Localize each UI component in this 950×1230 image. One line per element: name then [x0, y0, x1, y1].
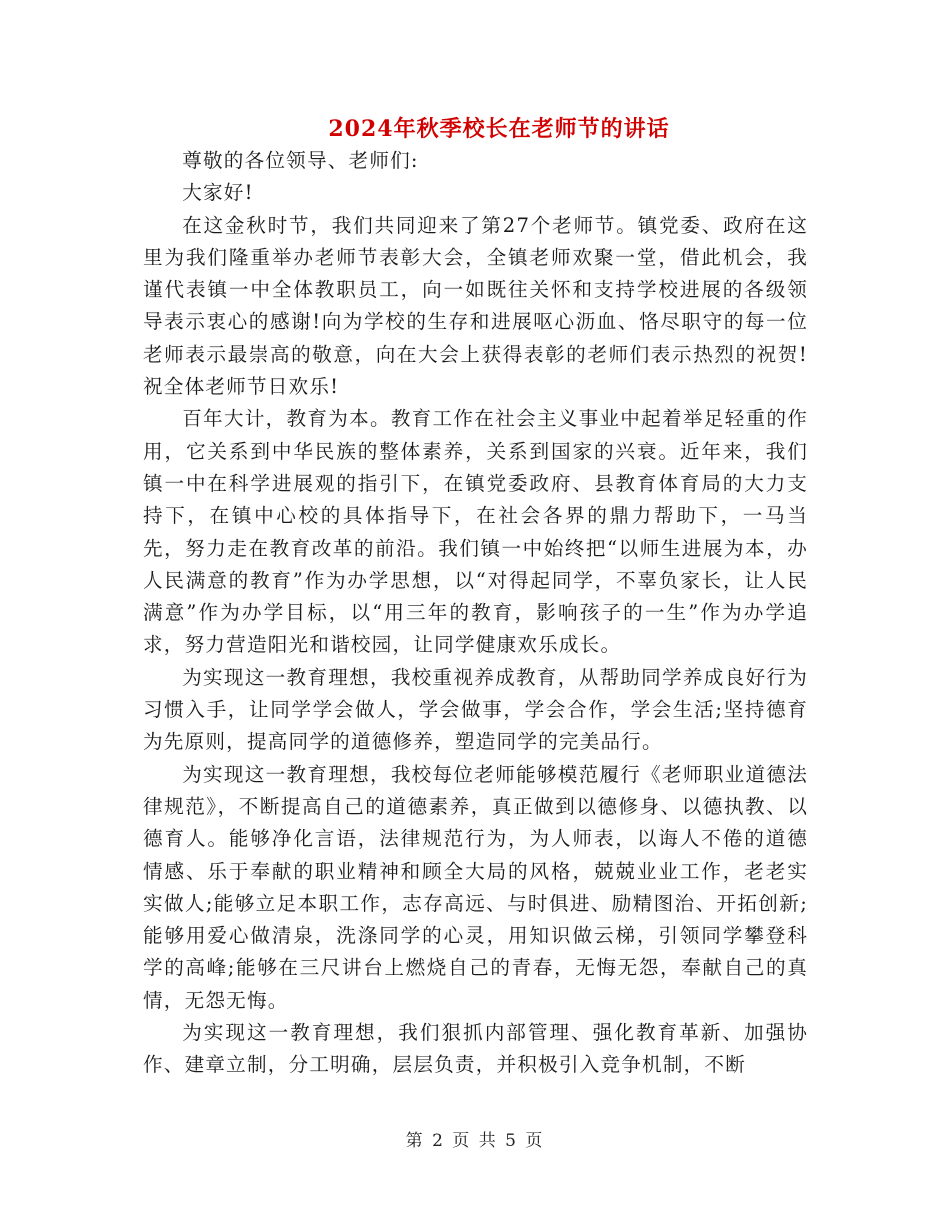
- paragraph: 百年大计，教育为本。教育工作在社会主义事业中起着举足轻重的作用，它关系到中华民族的整体素养，关系到国家的兴衰。近年来，我们镇一中在科学进展观的指引下，在镇党委政府、县教育体育局的大力支持下，在镇中心校的具体指导下，在社会各界的鼎力帮助下，一马当先，努力走在教育改革的前沿。我们镇一中始终把“以师生进展为本，办人民满意的教育”作为办学思想，以“对得起同学，不辜负家长，让人民满意”作为办学目标，以“用三年的教育，影响孩子的一生”作为办学追求，努力营造阳光和谐校园，让同学健康欢乐成长。: [143, 407, 808, 657]
- paragraph: 在这金秋时节，我们共同迎来了第27个老师节。镇党委、政府在这里为我们隆重举办老师节表彰大会，全镇老师欢聚一堂，借此机会，我谨代表镇一中全体教职员工，向一如既往关怀和支持学校进展的各级领导表示衷心的感谢!向为学校的生存和进展呕心沥血、恪尽职守的每一位老师表示最崇高的敬意，向在大会上获得表彰的老师们表示热烈的祝贺!祝全体老师节日欢乐!: [143, 213, 808, 399]
- page-indicator: 第 2 页 共 5 页: [405, 1131, 545, 1151]
- document-body: [143, 145, 808, 1082]
- paragraph: 为实现这一教育理想，我校重视养成教育，从帮助同学养成良好行为习惯入手，让同学学会做人，学会做事，学会合作，学会生活;坚持德育为先原则，提高同学的道德修养，塑造同学的完美品行。: [143, 665, 808, 754]
- document-title: 2024年秋季校长在老师节的讲话: [328, 116, 670, 142]
- paragraph: 为实现这一教育理想，我校每位老师能够模范履行《老师职业道德法律规范》，不断提高自己的道德素养，真正做到以德修身、以德执教、以德育人。能够净化言语，法律规范行为，为人师表，以诲人不倦的道德情感、乐于奉献的职业精神和顾全大局的风格，兢兢业业工作，老老实实做人;能够立足本职工作，志存高远、与时俱进、励精图治、开拓创新;能够用爱心做清泉，洗涤同学的心灵，用知识做云梯，引领同学攀登科学的高峰;能够在三尺讲台上燃烧自己的青春，无悔无怨，奉献自己的真情，无怨无悔。: [143, 762, 808, 1012]
- salutation: 尊敬的各位领导、老师们:: [182, 149, 419, 172]
- greeting: 大家好!: [182, 181, 254, 205]
- paragraph: 为实现这一教育理想，我们狠抓内部管理、强化教育革新、加强协作、建章立制，分工明确，层层负责，并积极引入竞争机制，不断: [143, 1021, 808, 1077]
